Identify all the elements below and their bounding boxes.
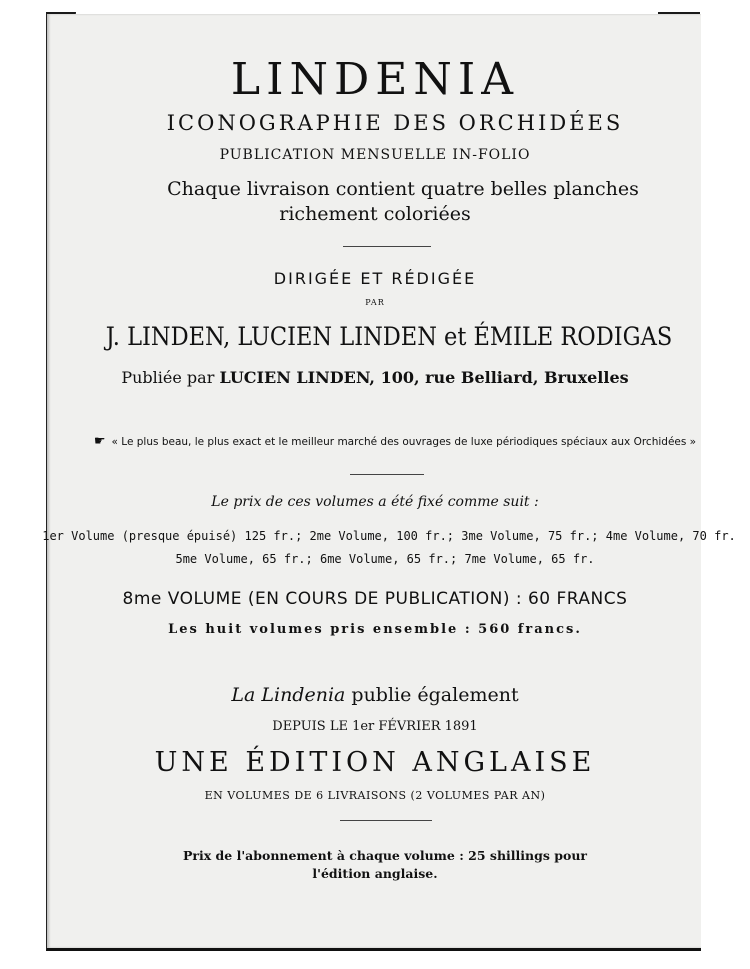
- since-date: DEPUIS LE 1er FÉVRIER 1891: [272, 719, 478, 734]
- volume-8-price: 8me VOLUME (EN COURS DE PUBLICATION) : 60 FRANCS: [122, 589, 628, 609]
- english-edition-heading: UNE ÉDITION ANGLAISE: [154, 747, 596, 778]
- quote-text: « Le plus beau, le plus exact et le meilleur marché des ouvrages de luxe périodiques spéciaux aux Orchidées »: [111, 436, 697, 448]
- par-label: PAR: [365, 298, 385, 307]
- volume-prices-line-1: 1er Volume (presque épuisé) 125 fr.; 2me Volume, 100 fr.; 3me Volume, 75 fr.; 4me Volume, 70 fr.: [42, 529, 736, 543]
- quote-line: [20, 434, 750, 449]
- pointing-hand-icon: ☛: [93, 434, 106, 449]
- all-volumes-price: Les huit volumes pris ensemble : 560 francs.: [168, 622, 582, 637]
- subscription-line-1: Prix de l'abonnement à chaque volume : 25 shillings pour: [182, 848, 587, 863]
- volumes-note: EN VOLUMES DE 6 LIVRAISONS (2 VOLUMES PAR AN): [204, 789, 546, 802]
- english-edition-intro: [0, 684, 750, 706]
- description-line-2: richement coloriées: [279, 203, 471, 225]
- publisher-prefix: Publiée par: [121, 368, 215, 387]
- directed-by-heading: DIRIGÉE ET RÉDIGÉE: [273, 269, 477, 288]
- authors: J. LINDEN, LUCIEN LINDEN et ÉMILE RODIGAS: [105, 322, 673, 351]
- description-line-1: Chaque livraison contient quatre belles planches: [167, 178, 639, 200]
- divider: [350, 474, 424, 475]
- subscription-line-2: l'édition anglaise.: [312, 866, 438, 881]
- lindenia-italic: La Lindenia: [231, 684, 346, 706]
- price-intro: Le prix de ces volumes a été fixé comme suit :: [211, 494, 539, 510]
- divider: [340, 820, 432, 821]
- lindenia-rest: publie également: [351, 684, 519, 706]
- publisher-line: [0, 368, 750, 387]
- page-title: LINDENIA: [230, 54, 520, 105]
- subtitle: ICONOGRAPHIE DES ORCHIDÉES: [166, 111, 624, 135]
- publication-note: PUBLICATION MENSUELLE IN-FOLIO: [219, 147, 531, 163]
- volume-prices-line-2: 5me Volume, 65 fr.; 6me Volume, 65 fr.; 7me Volume, 65 fr.: [175, 552, 595, 566]
- divider: [343, 246, 431, 247]
- publisher-name: LUCIEN LINDEN, 100, rue Belliard, Bruxelles: [219, 368, 629, 387]
